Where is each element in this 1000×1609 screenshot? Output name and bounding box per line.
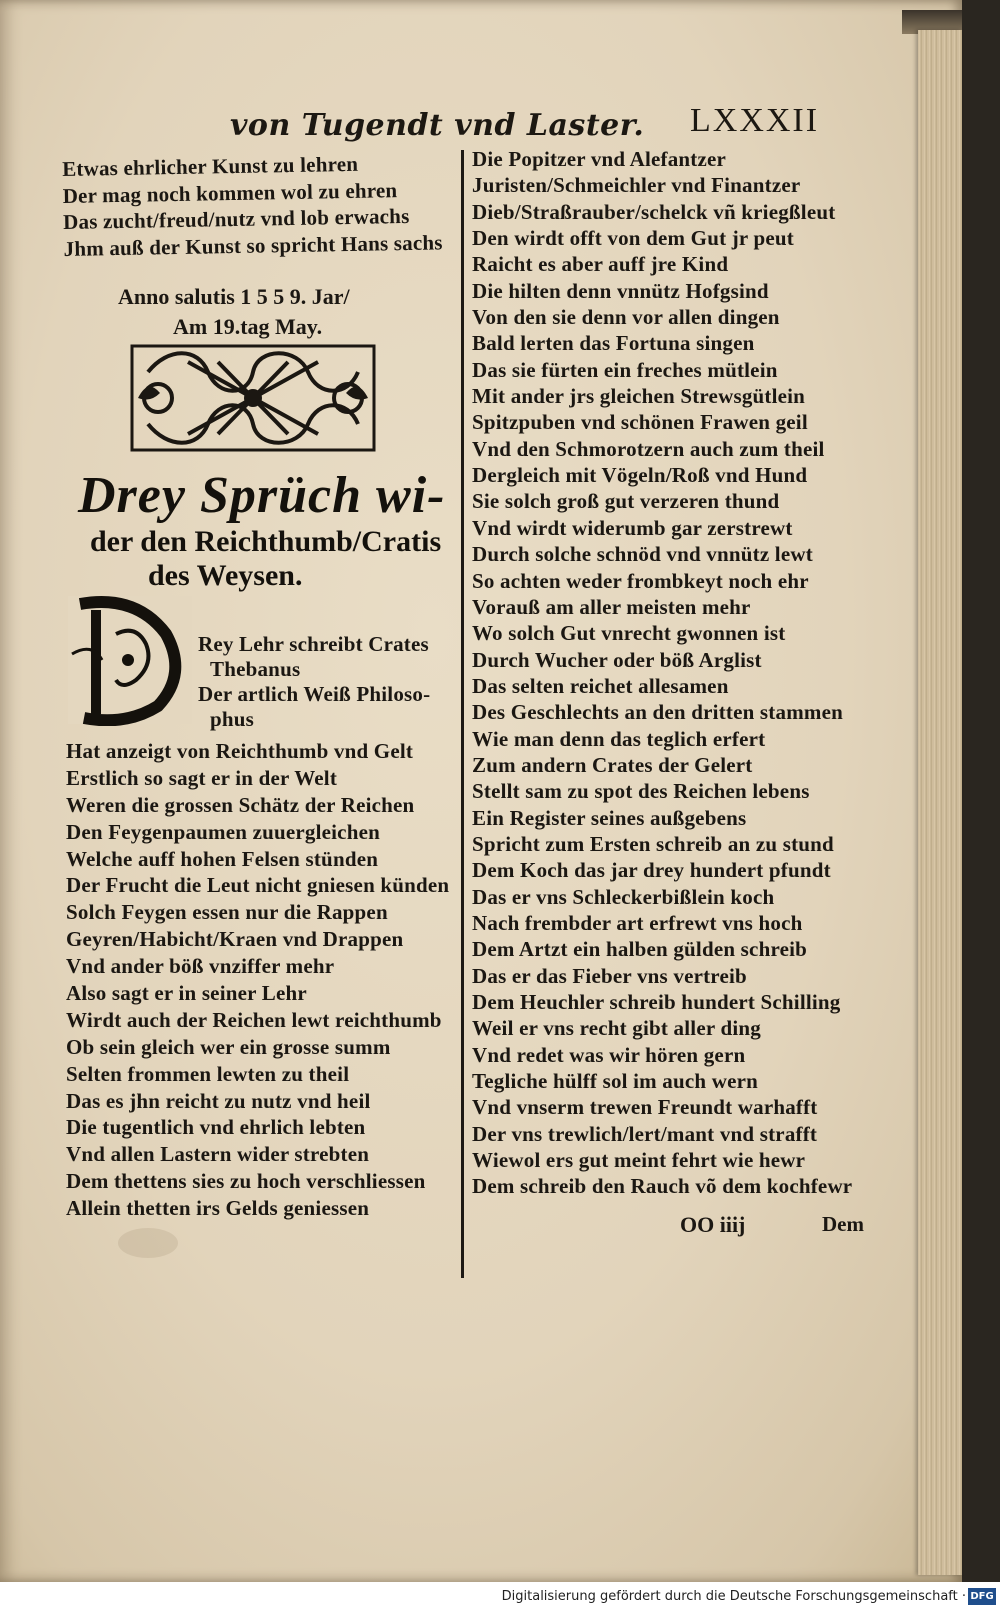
verse-line: Nach frembder art erfrewt vns hoch (472, 910, 803, 935)
verse-line: Dem Artzt ein halben gülden schreib (472, 937, 808, 962)
verse-line: Juristen/Schmeichler vnd Finantzer (472, 173, 801, 198)
verse-line: Wiewol ers gut meint fehrt wie hewr (472, 1148, 806, 1173)
colophon-date (118, 282, 350, 342)
title-main: Drey Sprüch wi- (78, 467, 446, 524)
verse-line: Etwas ehrlicher Kunst zu lehren (62, 151, 359, 181)
verse-line: Geyren/Habicht/Kraen vnd Drappen (66, 927, 404, 952)
verse-line: Weren die grossen Schätz der Reichen (66, 792, 415, 817)
section-title (78, 466, 445, 593)
verse-line: Die Popitzer vnd Alefantzer (472, 147, 727, 171)
verse-line: Der mag noch kommen wol zu ehren (62, 177, 398, 208)
verse-line: Die hilten denn vnnütz Hofgsind (472, 278, 769, 303)
verse-line: Vnd vnserm trewen Freundt warhafft (472, 1095, 818, 1120)
digitization-footer (0, 1582, 1000, 1609)
verse-line: Mit ander jrs gleichen Strewsgütlein (472, 384, 806, 409)
verse-line: Bald lerten das Fortuna singen (472, 331, 755, 356)
column-rule (461, 150, 464, 1278)
verse-line: Stellt sam zu spot des Reichen lebens (472, 779, 810, 804)
verse-line: Ob sein gleich wer ein grosse summ (66, 1034, 391, 1059)
verse-line: Der artlich Weiß Philoso- (198, 682, 431, 706)
verse-line: Durch Wucher oder böß Arglist (472, 647, 762, 672)
verse-line: Das zucht/freud/nutz vnd lob erwachs (62, 204, 410, 235)
right-column-verse (472, 146, 892, 1200)
verse-line: Wo solch Gut vnrecht gwonnen ist (472, 621, 786, 646)
verse-line: Das selten reichet allesamen (472, 673, 729, 698)
verse-line: Thebanus (210, 657, 301, 681)
verse-line: Den Feygenpaumen zuuergleichen (66, 819, 380, 844)
left-column-verse (66, 738, 461, 1222)
verse-line: Erstlich so sagt er in der Welt (66, 765, 338, 790)
verse-line: Allein thetten irs Gelds geniessen (66, 1196, 370, 1221)
verse-line: Vnd ander böß vnziffer mehr (66, 954, 335, 979)
decorated-initial-d-icon (66, 594, 194, 726)
verse-line: Der vns trewlich/lert/mant vnd strafft (472, 1121, 818, 1146)
verse-line: Von den sie denn vor allen dingen (472, 305, 780, 330)
verse-line: Vnd allen Lastern wider strebten (66, 1142, 370, 1167)
verse-line: Weil er vns recht gibt aller ding (472, 1016, 761, 1041)
dfg-logo-icon: DFG (968, 1588, 996, 1605)
verse-line: Vorauß am aller meisten mehr (472, 594, 751, 619)
verse-line: Zum andern Crates der Gelert (472, 752, 753, 777)
verse-line: Wirdt auch der Reichen lewt reichthumb (66, 1007, 442, 1032)
verse-line: Rey Lehr schreibt Crates (198, 632, 429, 656)
folio-number: LXXXII (690, 102, 820, 139)
date-line: Am 19.tag May. (173, 314, 323, 339)
verse-line: Dieb/Straßrauber/schelck vñ kriegßleut (472, 199, 836, 224)
page-stack-edge (918, 30, 962, 1575)
verse-line: Selten frommen lewten zu theil (66, 1061, 350, 1086)
verse-line: Dem Heuchler schreib hundert Schilling (472, 990, 841, 1014)
verse-line: Raicht es aber auff jre Kind (472, 252, 729, 277)
verse-line: Das er vns Schleckerbißlein koch (472, 884, 775, 909)
verse-line: Des Geschlechts an den dritten stammen (472, 700, 843, 725)
verse-line: Dem Koch das jar drey hundert pfundt (472, 858, 831, 883)
ornament-vignette-icon (128, 342, 378, 454)
verse-line: Welche auff hohen Felsen stünden (66, 846, 379, 871)
verse-line: Das sie fürten ein freches mütlein (472, 357, 778, 382)
verse-line: Den wirdt offt von dem Gut jr peut (472, 226, 794, 251)
verse-line: Durch solche schnöd vnd vnnütz lewt (472, 542, 813, 567)
verse-line: Das es jhn reicht zu nutz vnd heil (66, 1088, 371, 1113)
verse-line: So achten weder frombkeyt noch ehr (472, 568, 809, 593)
footer-credit: Digitalisierung gefördert durch die Deutsche Forschungsgemeinschaft · (501, 1589, 966, 1604)
verse-line: Tegliche hülff sol im auch wern (472, 1069, 759, 1094)
verse-line: Dem schreib den Rauch võ dem kochfewr (472, 1174, 853, 1199)
drop-cap-lines (198, 632, 468, 732)
running-head: von Tugendt vnd Laster. (230, 108, 645, 143)
paper-stain (118, 1228, 178, 1258)
verse-line: Ein Register seines außgebens (472, 805, 747, 830)
verse-line: Sie solch groß gut verzeren thund (472, 489, 780, 514)
verse-line: Vnd wirdt widerumb gar zerstrewt (472, 515, 793, 540)
verse-line: Also sagt er in seiner Lehr (66, 981, 307, 1006)
verse-line: Wie man denn das teglich erfert (472, 726, 766, 751)
left-top-verse (62, 149, 464, 262)
title-sub: der den Reichthumb/Cratis (90, 525, 442, 558)
verse-line: Spricht zum Ersten schreib an zu stund (472, 831, 834, 856)
title-sub: des Weysen. (148, 559, 303, 592)
verse-line: Der Frucht die Leut nicht gniesen künden (66, 873, 450, 898)
verse-line: Vnd den Schmorotzern auch zum theil (472, 436, 825, 461)
verse-line: Solch Feygen essen nur die Rappen (66, 900, 388, 925)
verse-line: Das er das Fieber vns vertreib (472, 963, 747, 988)
verse-line: Vnd redet was wir hören gern (472, 1042, 746, 1067)
verse-line: Die tugentlich vnd ehrlich lebten (66, 1115, 366, 1140)
verse-line: Dergleich mit Vögeln/Roß vnd Hund (472, 463, 808, 488)
catchword: Dem (822, 1212, 864, 1236)
signature-mark: OO iiij (680, 1212, 746, 1237)
verse-line: phus (210, 707, 255, 731)
date-line: Anno salutis 1 5 5 9. Jar/ (118, 284, 350, 309)
verse-line: Spitzpuben vnd schönen Frawen geil (472, 410, 808, 435)
verse-line: Hat anzeigt von Reichthumb vnd Gelt (66, 739, 414, 763)
verse-line: Jhm auß der Kunst so spricht Hans sachs (63, 230, 443, 261)
verse-line: Dem thettens sies zu hoch verschliessen (66, 1169, 426, 1194)
